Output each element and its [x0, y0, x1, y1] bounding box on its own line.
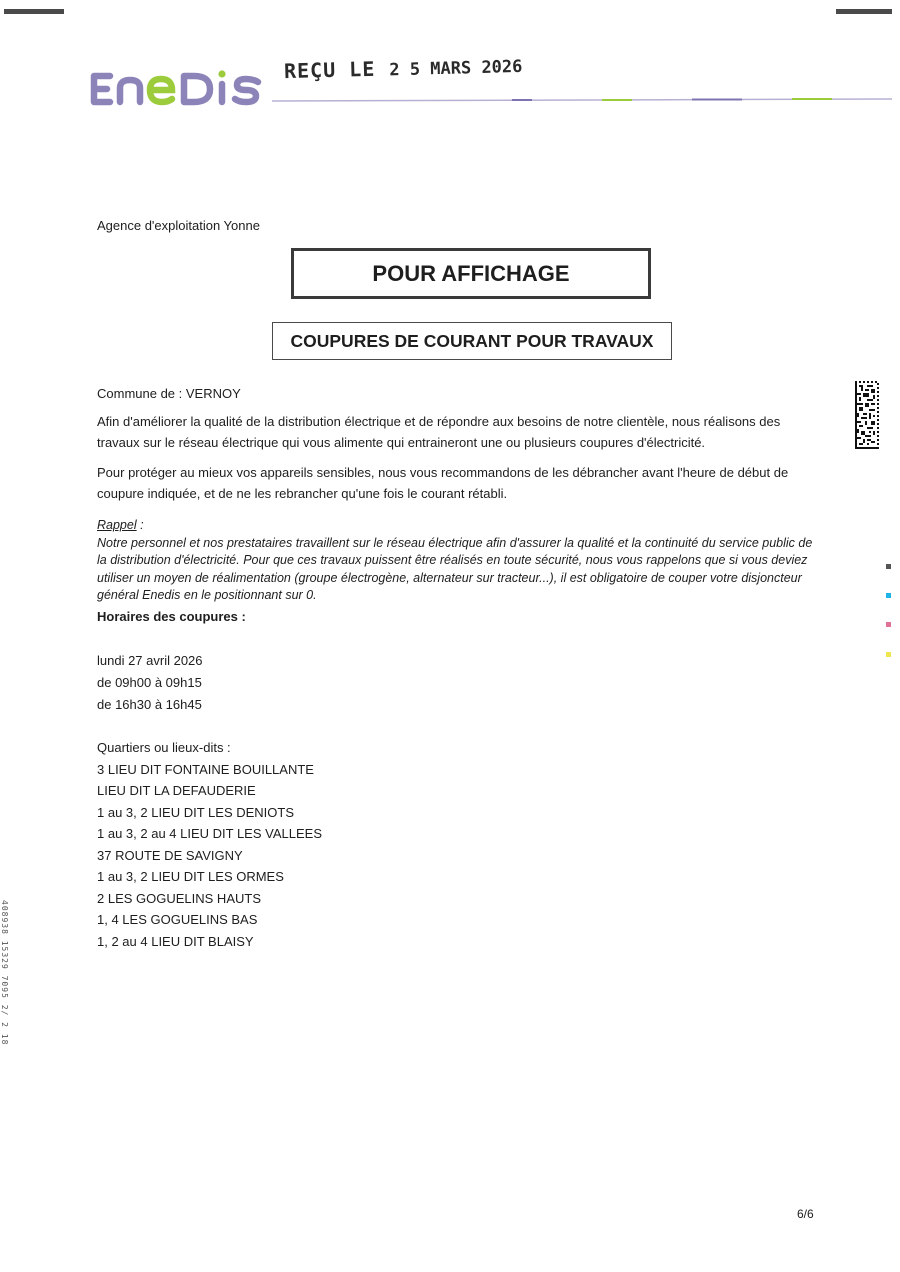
location-item: 1 au 3, 2 LIEU DIT LES ORMES: [97, 869, 284, 884]
schedule-date: lundi 27 avril 2026: [97, 653, 203, 668]
schedule-slot: de 09h00 à 09h15: [97, 675, 202, 690]
side-tracking-code: 408938 15329 7095 2/ 2 18: [0, 900, 9, 1046]
location-item: 1, 4 LES GOGUELINS BAS: [97, 912, 258, 927]
enedis-logo: [88, 66, 266, 112]
locations-title: Quartiers ou lieux-dits :: [97, 740, 231, 755]
location-item: 1 au 3, 2 LIEU DIT LES DENIOTS: [97, 805, 295, 820]
schedule-title: Horaires des coupures :: [97, 609, 246, 624]
cmyk-mark-black: [886, 564, 891, 569]
location-item: 1 au 3, 2 au 4 LIEU DIT LES VALLEES: [97, 826, 322, 841]
received-stamp: [284, 53, 523, 83]
reminder-text: Notre personnel et nos prestataires travaillent sur le réseau électrique afin d'assurer la qualité et la continuité du service public de la distribution d'électricité. Pour que ces travaux puissent être réalisés en toute sécurité, nous vous rappelons que si vous deviez utiliser un moyen de réalimentation (groupe électrogène, alternateur sur tracteur...), il est obligatoire de couper votre disjoncteur général Enedis en le positionnant sur 0.: [97, 535, 813, 602]
commune-line: Commune de : VERNOY: [97, 386, 241, 401]
location-item: 37 ROUTE DE SAVIGNY: [97, 848, 243, 863]
cmyk-mark-yellow: [886, 652, 891, 657]
intro-paragraph: Afin d'améliorer la qualité de la distribution électrique et de répondre aux besoins de notre clientèle, nous réalisons des travaux sur le réseau électrique qui vous alimente qui entraineront une ou plusieurs coupures d'électricité.: [97, 414, 781, 450]
header-divider-line: [272, 96, 892, 104]
location-item: 3 LIEU DIT FONTAINE BOUILLANTE: [97, 762, 314, 777]
reminder-block: Rappel : Notre personnel et nos prestataires travaillent sur le réseau électrique afin d'assurer la qualité et la continuité du service public de la distribution d'électricité. Pour que ces travaux puissent être réalisés en toute sécurité, nous vous rappelons que si vous deviez utiliser un moyen de réalimentation (groupe électrogène, alternateur sur tracteur...), il est obligatoire de couper votre disjoncteur général Enedis en le positionnant sur 0.: [97, 517, 822, 605]
cmyk-mark-cyan: [886, 593, 891, 598]
reminder-title: Rappel: [97, 518, 137, 532]
advice-paragraph: Pour protéger au mieux vos appareils sensibles, nous vous recommandons de les débrancher avant l'heure de début de coupure indiquée, et de ne les rebrancher qu'une fois le courant rétabli.: [97, 465, 789, 501]
location-item: LIEU DIT LA DEFAUDERIE: [97, 783, 256, 798]
scan-mark-left: [4, 9, 64, 14]
schedule-slot: de 16h30 à 16h45: [97, 697, 202, 712]
location-item: 1, 2 au 4 LIEU DIT BLAISY: [97, 934, 254, 949]
datamatrix-barcode-icon: [855, 381, 879, 449]
page-number: 6/6: [797, 1207, 814, 1221]
stamp-date: 2 5 MARS 2026: [389, 56, 523, 81]
scan-mark-right: [836, 9, 892, 14]
stamp-label: REÇU LE: [283, 56, 376, 84]
banner-main: POUR AFFICHAGE: [291, 248, 651, 299]
banner-sub: COUPURES DE COURANT POUR TRAVAUX: [272, 322, 672, 360]
cmyk-mark-magenta: [886, 622, 891, 627]
location-item: 2 LES GOGUELINS HAUTS: [97, 891, 261, 906]
agency-name: Agence d'exploitation Yonne: [97, 218, 260, 233]
